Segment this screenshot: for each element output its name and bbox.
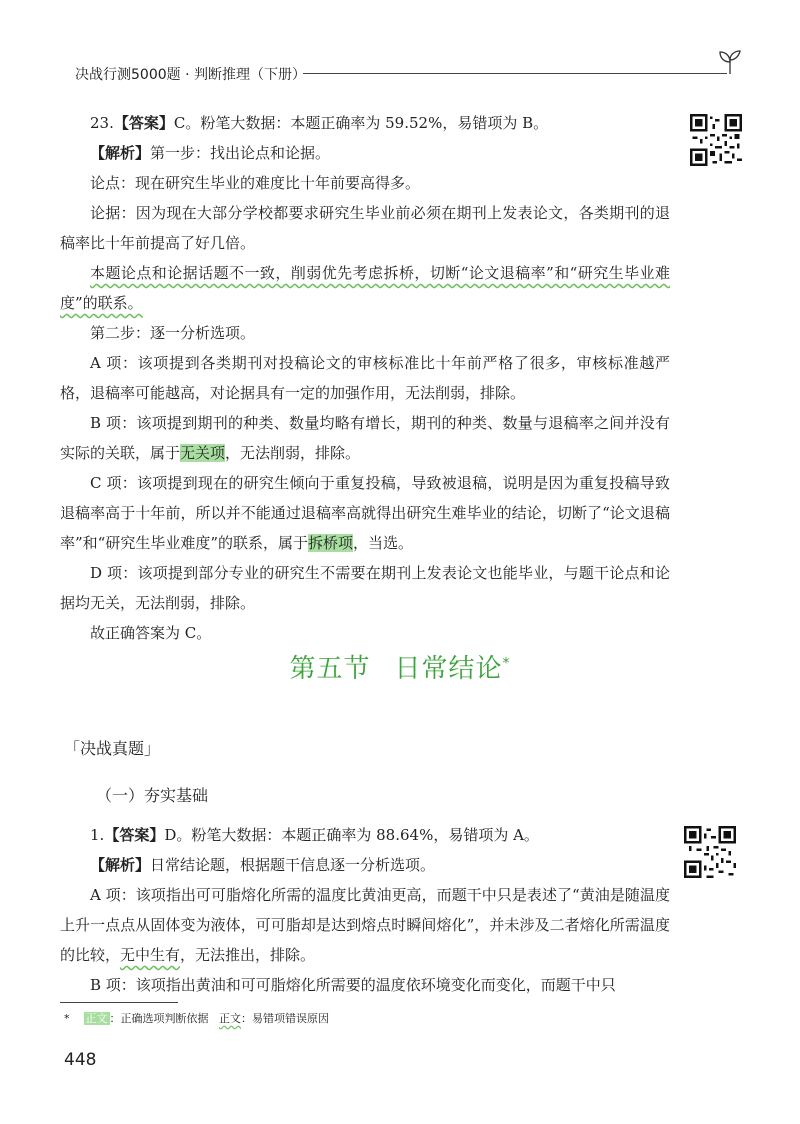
question-1-explanation	[60, 820, 670, 1000]
option-a-paragraph: A 项：该项提到各类期刊对投稿论文的审核标准比十年前严格了很多，审核标准越严格，退稿率可能越高，对论据具有一定的加强作用，无法削弱，排除。	[60, 354, 670, 402]
option-b-text-end: ，无法削弱，排除。	[225, 444, 361, 462]
step-2-paragraph: 第二步：逐一分析选项。	[90, 324, 256, 342]
footnote	[64, 1010, 329, 1026]
option-c-paragraph	[60, 468, 670, 558]
step-1: 第一步：找出论点和论据。	[150, 144, 331, 162]
option-c-text-end: ，当选。	[353, 534, 414, 552]
qr-code-icon[interactable]	[684, 826, 736, 878]
real-exam-heading: 「决战真题」	[64, 739, 161, 758]
thesis-paragraph: 论点：现在研究生毕业的难度比十年前要高得多。	[90, 174, 421, 192]
analysis-tag: 【解析】	[90, 856, 151, 874]
qr-code-icon[interactable]	[690, 114, 742, 166]
option-c-text: C 项：该项提到现在的研究生倾向于重复投稿，导致被退稿，说明是因为重复投稿导致退稿率高于十年前，所以并不能通过退稿率高就得出研究生难毕业的结论，切断了“论文退稿率”和“研究生毕业难度”的联系，属于	[60, 474, 670, 552]
key-point-paragraph	[60, 258, 670, 318]
footnote-rule	[60, 1002, 178, 1003]
header-rule	[303, 73, 727, 74]
option-b-paragraph: B 项：该项指出黄油和可可脂熔化所需要的温度依环境变化而变化，而题干中只	[90, 976, 616, 994]
section-name: 日常结论	[394, 654, 503, 684]
answer-line-23	[60, 108, 670, 138]
option-a-text-end: ，无法推出，排除。	[180, 946, 316, 964]
option-a-text: A 项：该项指出可可脂熔化所需的温度比黄油更高，而题干中只是表述了“黄油是随温度上升一点点从固体变为液体，可可脂却是达到熔点时瞬间熔化”，并未涉及二者熔化所需温度的比较，	[60, 886, 670, 964]
section-title	[0, 648, 800, 685]
page-number: 448	[64, 1050, 97, 1070]
option-a-paragraph	[60, 880, 670, 970]
answer-tag: 【答案】	[104, 826, 165, 844]
legend-wavy-label: 正文	[219, 1012, 241, 1025]
key-point-text: 本题论点和论据话题不一致，削弱优先考虑拆桥，切断“论文退稿率”和“研究生毕业难度”的联系。	[60, 264, 670, 312]
section-star: *	[502, 655, 511, 672]
fabrication-wavy: 无中生有	[120, 946, 181, 964]
irrelevant-option-highlight: 无关项	[180, 444, 226, 462]
book-title: 决战行测5000题 · 判断推理（下册）	[75, 67, 306, 83]
answer-tag: 【答案】	[113, 114, 174, 132]
subsection-heading: （一）夯实基础	[96, 786, 209, 805]
analysis-line	[60, 138, 670, 168]
option-b-text: B 项：该项提到期刊的种类、数量均略有增长，期刊的种类、数量与退稿率之间并没有实际的关联，属于	[60, 414, 670, 462]
question-23-explanation	[60, 108, 670, 648]
analysis-text: 日常结论题，根据题干信息逐一分析选项。	[150, 856, 436, 874]
option-b-paragraph	[60, 408, 670, 468]
question-number: 1.	[90, 826, 105, 844]
footnote-star: *	[64, 1012, 70, 1025]
legend-green-label: 正文	[85, 1012, 108, 1025]
conclusion-paragraph: 故正确答案为 C。	[90, 624, 212, 642]
legend-green-desc: ：正确选项判断依据	[109, 1012, 209, 1025]
answer-line-1	[60, 820, 670, 850]
bridge-cut-highlight: 拆桥项	[308, 534, 354, 552]
question-number: 23.	[90, 114, 114, 132]
section-number: 第五节	[289, 654, 371, 684]
analysis-tag: 【解析】	[90, 144, 151, 162]
running-header	[75, 60, 745, 88]
answer-text: C。粉笔大数据：本题正确率为 59.52%，易错项为 B。	[173, 114, 549, 132]
answer-text: D。粉笔大数据：本题正确率为 88.64%，易错项为 A。	[164, 826, 539, 844]
evidence-paragraph: 论据：因为现在大部分学校都要求研究生毕业前必须在期刊上发表论文，各类期刊的退稿率比十年前提高了好几倍。	[60, 204, 670, 252]
analysis-line	[60, 850, 670, 880]
legend-wavy-desc: ：易错项错误原因	[241, 1012, 329, 1025]
sprout-icon	[715, 46, 745, 76]
option-d-paragraph: D 项：该项提到部分专业的研究生不需要在期刊上发表论文也能毕业，与题干论点和论据均无关，无法削弱，排除。	[60, 564, 670, 612]
